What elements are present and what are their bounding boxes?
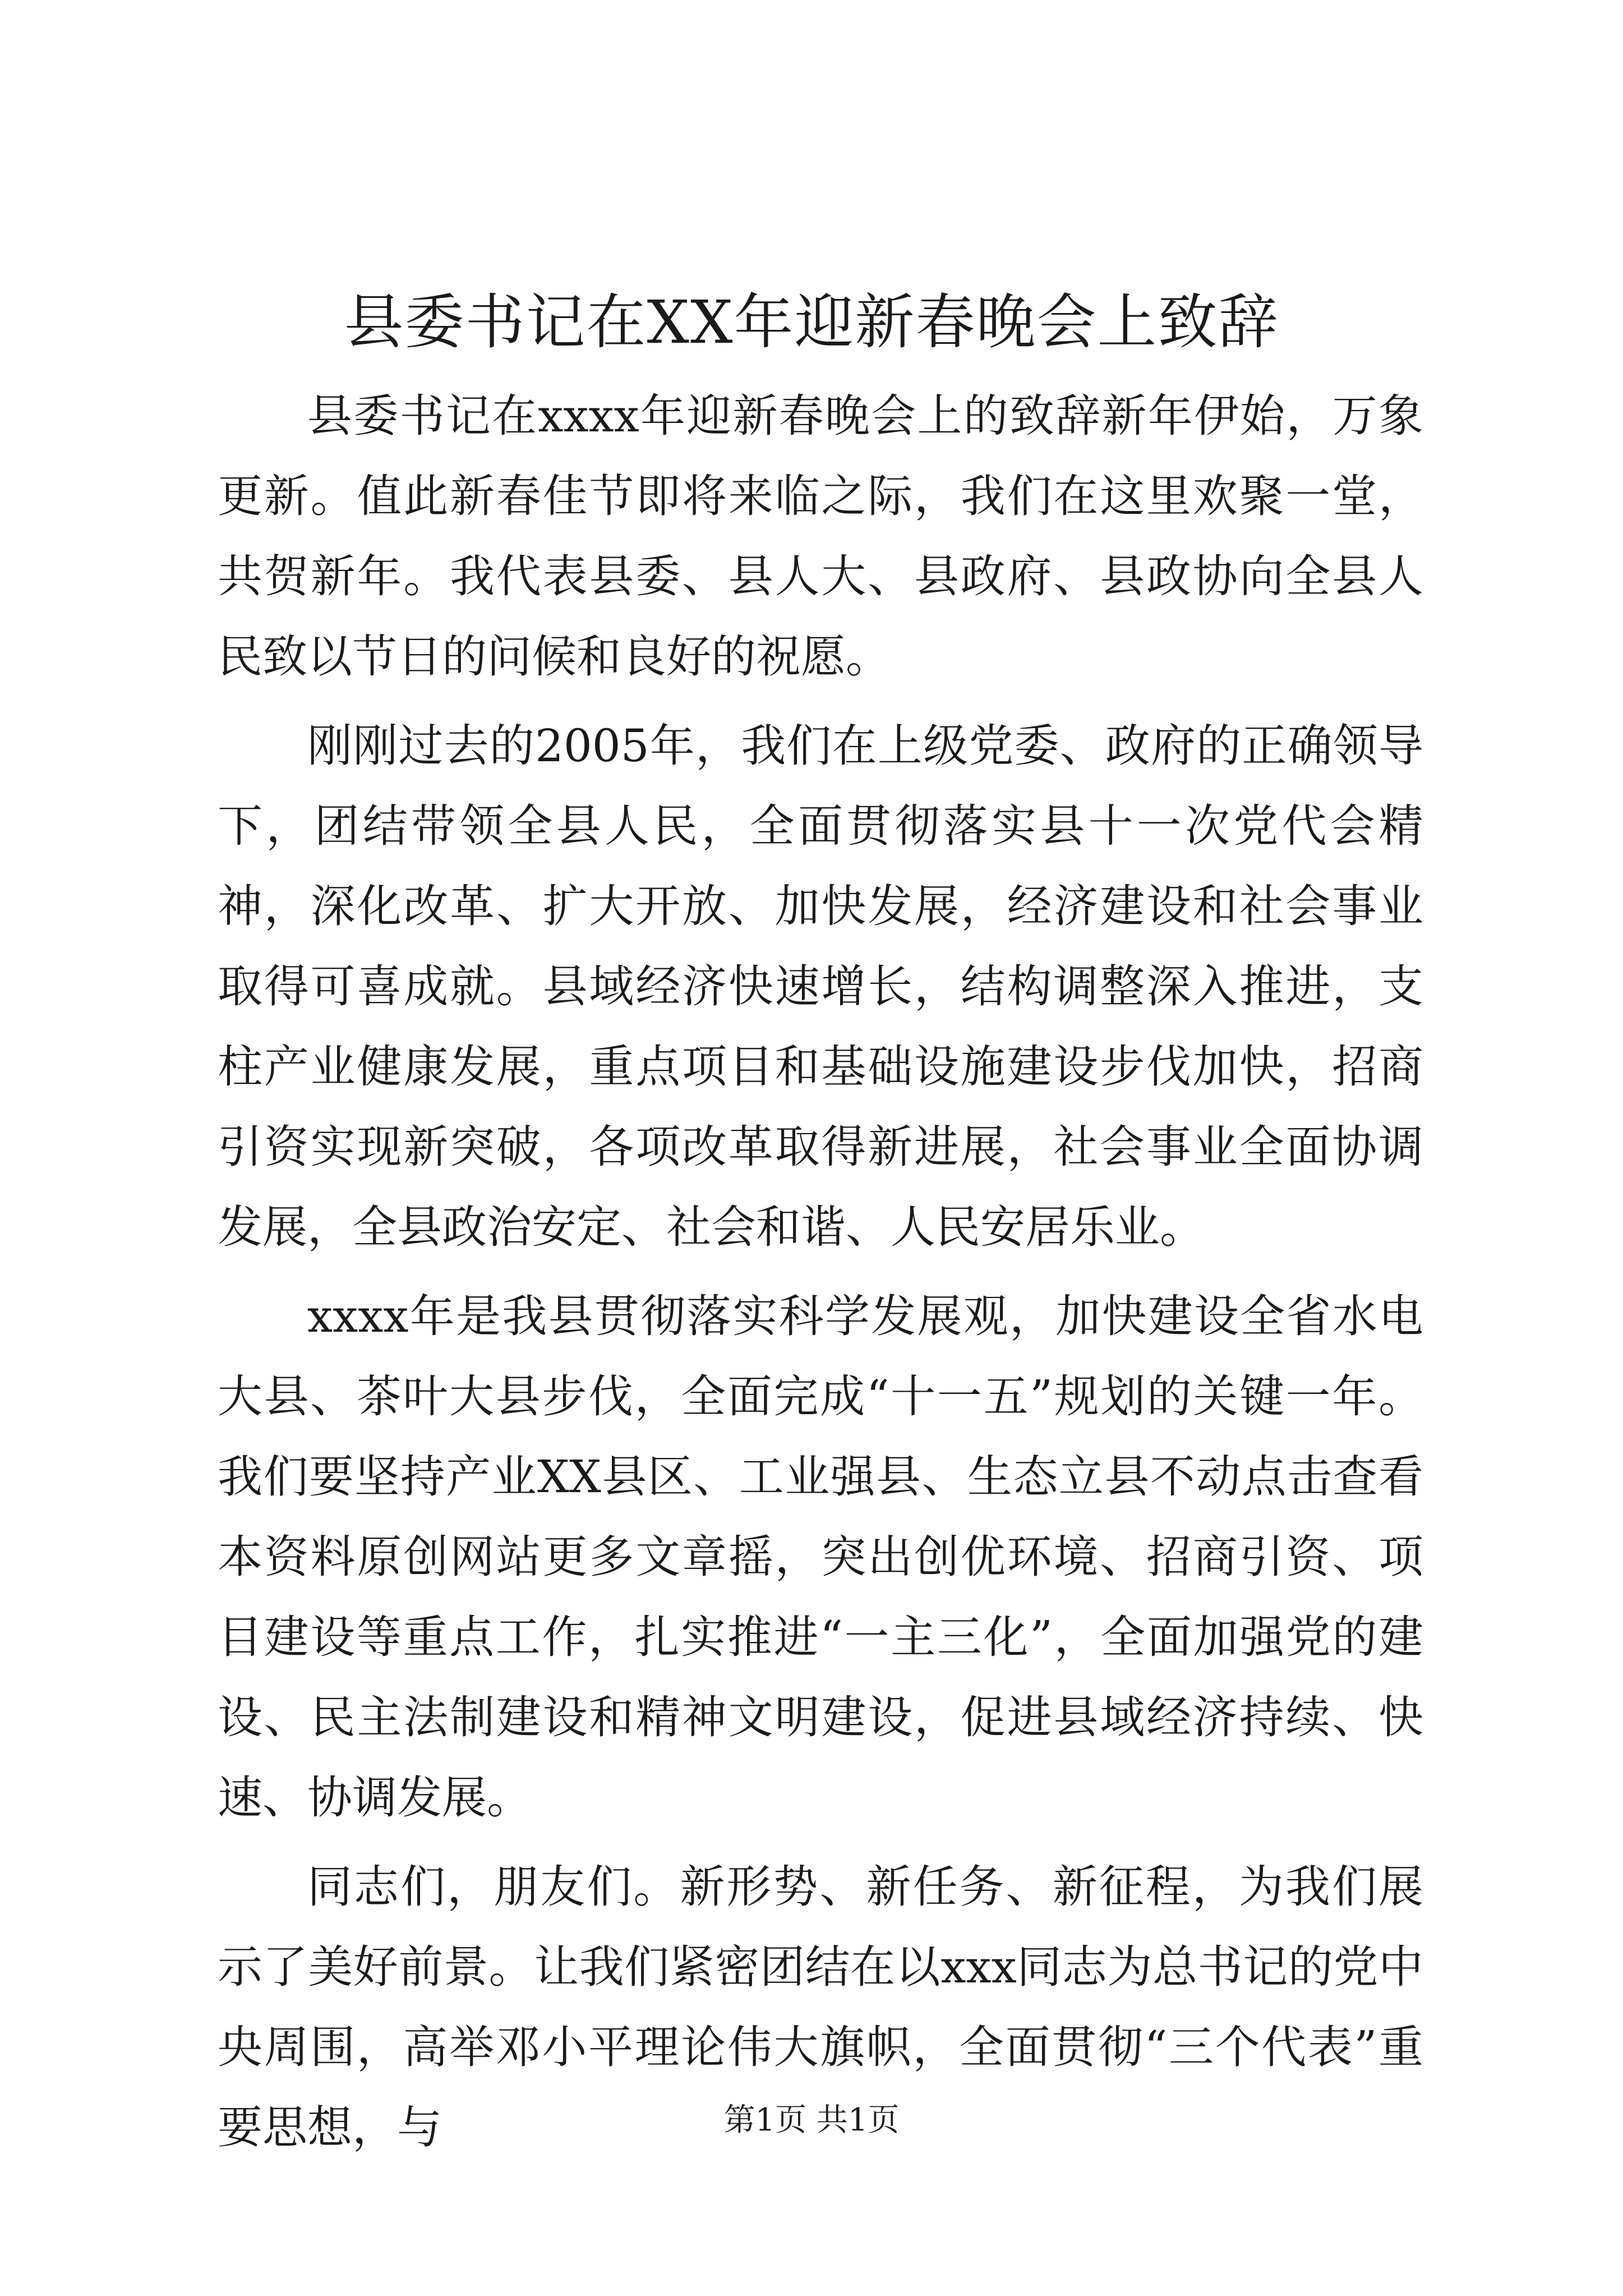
paragraph-3: xxxx年是我县贯彻落实科学发展观，加快建设全省水电大县、茶叶大县步伐，全面完成“十一五”规划的关键一年。我们要坚持产业XX县区、工业强县、生态立县不动点击查看本资料原创网站更多文章摇，突出创优环境、招商引资、项目建设等重点工作，扎实推进“一主三化”，全面加强党的建设、民主法制建设和精神文明建设，促进县域经济持续、快速、协调发展。 <box>218 1290 1423 1824</box>
paragraph-2: 刚刚过去的2005年，我们在上级党委、政府的正确领导下，团结带领全县人民，全面贯彻落实县十一次党代会精神，深化改革、扩大开放、加快发展，经济建设和社会事业取得可喜成就。县域经济快速增长，结构调整深入推进，支柱产业健康发展，重点项目和基础设施建设步伐加快，招商引资实现新突破，各项改革取得新进展，社会事业全面协调发展，全县政治安定、社会和谐、人民安居乐业。 <box>218 720 1423 1253</box>
paragraph-4: 同志们，朋友们。新形势、新任务、新征程，为我们展示了美好前景。让我们紧密团结在以xxx同志为总书记的党中央周围，高举邓小平理论伟大旗帜，全面贯彻“三个代表”重要思想，与 <box>218 1861 1423 2154</box>
paragraph-1: 县委书记在xxxx年迎新春晚会上的致辞新年伊始，万象更新。值此新春佳节即将来临之际，我们在这里欢聚一堂，共贺新年。我代表县委、县人大、县政府、县政协向全县人民致以节日的问候和良好的祝愿。 <box>218 390 1423 683</box>
document-title: 县委书记在XX年迎新春晚会上致辞 <box>344 288 1279 357</box>
page-footer: 第1页 共1页 <box>723 2102 900 2138</box>
document-body <box>218 376 1423 2168</box>
